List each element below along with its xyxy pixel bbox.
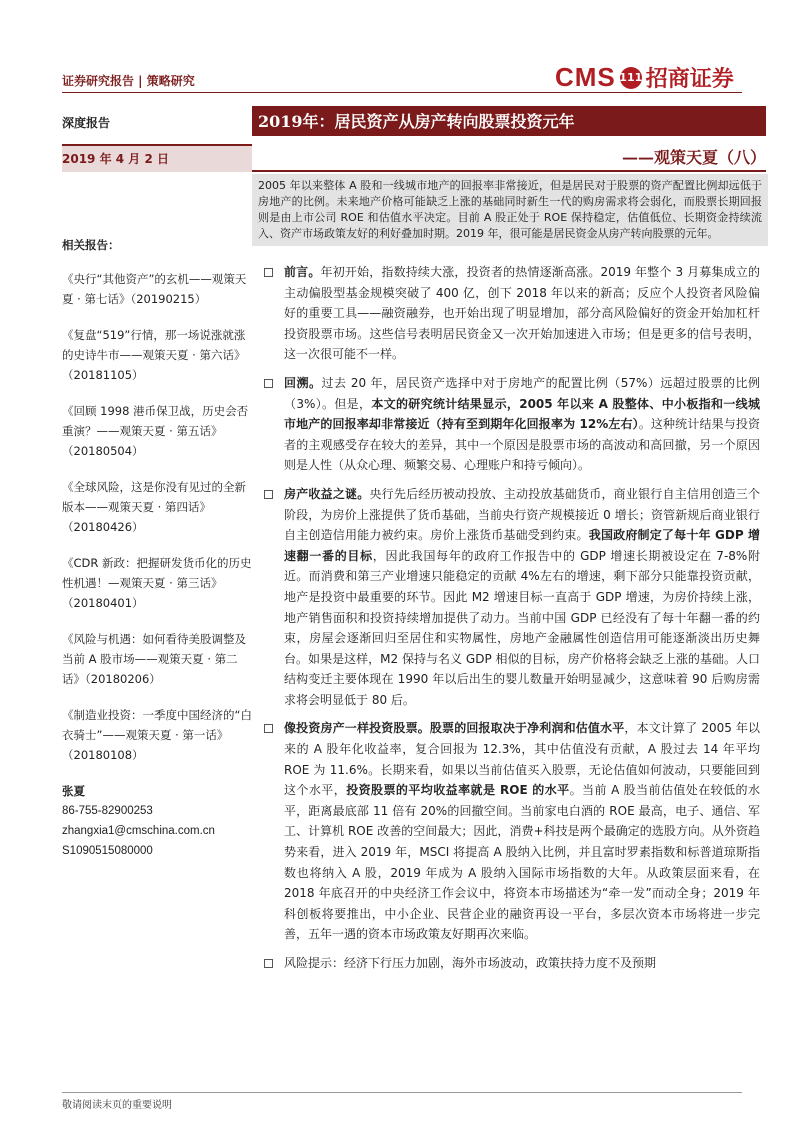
square-bullet-icon xyxy=(264,379,273,388)
square-bullet-icon xyxy=(264,268,273,277)
para-text-1: 风险提示：经济下行压力加剧，海外市场波动，政策扶持力度不及预期 xyxy=(284,956,657,970)
body-paragraph xyxy=(262,262,760,365)
para-bold-1: 房产收益之谜。 xyxy=(284,486,370,501)
brand-logo xyxy=(555,62,734,93)
para-bold-1: 前言。 xyxy=(284,265,321,279)
sidebar xyxy=(62,235,252,861)
report-title: 2019年：居民资产从房产转向股票投资元年 xyxy=(258,112,575,131)
related-report-item[interactable]: 《全球风险，这是你没有见过的全新版本——观策天夏 · 第四话》（20180426） xyxy=(62,480,246,534)
author-phone: 86-755-82900253 xyxy=(62,805,153,817)
para-text-2: 。这种统计结果与投资者的主观感受存在较大的差异，其中一个原因是股票市场的高波动和高回撤，另一个原因则是人性（从众心理、频繁交易、心理账户和持亏倾向）。 xyxy=(284,417,760,473)
author-license: S1090515080000 xyxy=(62,845,153,857)
logo-cn-text: 招商证券 xyxy=(645,67,734,92)
header-rule xyxy=(62,92,742,93)
related-report-item[interactable]: 《风险与机遇：如何看待美股调整及当前 A 股市场——观策天夏 · 第二话》（20180206） xyxy=(62,632,246,686)
main-body xyxy=(262,262,760,982)
body-paragraph xyxy=(262,373,760,476)
author-block xyxy=(62,781,252,861)
para-text-1: 过去 20 年，居民资产选择中对于房地产的配置比例（57%）远超过股票的比例（3%）。但是， xyxy=(284,375,760,411)
para-text-1: ，本文计算了 2005 年以来的 A 股年化收益率，复合回报为 12.3%，其中估值没有贡献，A 股过去 14 年平均 ROE 为 11.6%。长期来看，如果以当前估值买入股票，无论估值如何波动，只要能回到这个水平， xyxy=(284,721,760,798)
related-heading: 相关报告： xyxy=(62,238,120,252)
report-date: 2019 年 4 月 2 日 xyxy=(62,152,169,166)
para-text-1: 央行先后经历被动投放、主动投放基础货币，商业银行自主信用创造三个阶段，为房价上涨提供了货币基础，当前央行资产规模接近 0 增长；资管新规后商业银行自主创造信用能力被约束。房价上涨货币基础受到约束。 xyxy=(284,486,760,543)
related-report-item[interactable]: 《央行“其他资产”的玄机——观策天夏 · 第七话》（20190215） xyxy=(62,272,247,306)
report-type: 深度报告 xyxy=(62,116,111,130)
para-text-2: 。当前 A 股当前估值处在较低的水平，距离最底部 11 倍有 20%的回撤空间。当前家电白酒的 ROE 最高，电子、通信、军工、计算机 ROE 改善的空间最大；因此，消费+科技是两个最确定的选股方向。从外资趋势来看，进入 2019 年，MSCI 将提高 A 股纳入比例，并且富时罗素指数和标普道琼斯指数也将纳入 A 股，2019 年成为 A 股纳入国际市场指数的大年。从政策层面来看，在 2018 年底召开的中央经济工作会议中，将资本市场描述为“牵一发”而动全身；2019 年科创板将要推出，中小企业、民营企业的融资再设一平台，多层次资本市场将进一步完善，五年一遇的资本市场政策友好期再次来临。 xyxy=(284,783,760,942)
header-section-label: 证券研究报告 | 策略研究 xyxy=(62,74,195,88)
subtitle-rule xyxy=(252,170,766,172)
square-bullet-icon xyxy=(264,959,273,968)
related-report-item[interactable]: 《复盘“519”行情，那一场说涨就涨的史诗牛市——观策天夏 · 第六话》（20181105） xyxy=(62,328,246,382)
para-bold-1: 像投资房产一样投资股票。股票的回报取决于净利润和估值水平 xyxy=(284,721,625,736)
para-bold-2: 本文的研究统计结果显示，2005 年以来 A 股整体、中小板指和一线城市地产的回报率却非常接近（持有至到期年化回报率为 12%左右） xyxy=(284,396,760,432)
footer-rule xyxy=(62,1092,742,1093)
risk-paragraph xyxy=(262,953,760,974)
related-report-item[interactable]: 《回顾 1998 港币保卫战，历史会否重演？——观策天夏 · 第五话》（20180504） xyxy=(62,404,249,458)
body-paragraph xyxy=(262,484,760,711)
footer-note: 敬请阅读末页的重要说明 xyxy=(62,1100,172,1111)
para-bold-2: 投资股票的平均收益率就是 ROE 的水平 xyxy=(346,783,570,798)
square-bullet-icon xyxy=(264,490,273,499)
logo-cms-text: CMS xyxy=(555,62,616,92)
para-bold-2: 我国政府制定了每十年 GDP 增速翻一番的目标 xyxy=(284,528,760,563)
related-report-item[interactable]: 《CDR 新政：把握研发货币化的历史性机遇！—观策天夏 · 第三话》（20180401） xyxy=(62,556,252,610)
logo-badge-icon: 111 xyxy=(620,67,642,89)
abstract: 2005 年以来整体 A 股和一线城市地产的回报率非常接近，但是居民对于股票的资产配置比例却远低于房地产的比例。未来地产价格可能缺乏上涨的基础同时新生一代的购房需求将会弱化，而股票长期回报则是由上市公司 ROE 和估值水平决定。目前 A 股正处于 ROE 保持稳定，估值低位、长期资金持续流入、资产市场政策友好的利好叠加时期。2019 年，很可能是居民资金从房产转向股票的元年。 xyxy=(252,174,768,246)
author-name: 张夏 xyxy=(62,784,85,798)
para-bold-1: 回溯。 xyxy=(284,375,322,390)
body-paragraph xyxy=(262,718,760,945)
report-subtitle: ——观策天夏（八） xyxy=(621,148,766,167)
para-text-1: 年初开始，指数持续大涨，投资者的热情逐渐高涨。2019 年整个 3 月募集成立的主动偏股型基金规模突破了 400 亿，创下 2018 年以来的新高；反应个人投资者风险偏好的重要工具——融资融券，也开始出现了明显增加，部分高风险偏好的资金开始加杠杆投资股票市场。这些信号表明居民资金又一次开始加速进入市场；但是更多的信号表明，这一次很可能不一样。 xyxy=(284,265,760,362)
author-email[interactable]: zhangxia1@cmschina.com.cn xyxy=(62,825,215,837)
related-report-item[interactable]: 《制造业投资：一季度中国经济的“白衣骑士”——观策天夏 · 第一话》（20180108） xyxy=(62,708,252,762)
para-text-2: ，因此我国每年的政府工作报告中的 GDP 增速长期被设定在 7-8%附近。而消费和第三产业增速只能稳定的贡献 4%左右的增速，剩下部分只能靠投资贡献，地产是投资中最重要的环节。因此 M2 增速目标一直高于 GDP 增速，为房价持续上涨，地产销售面积和投资持续增加提供了动力。当前中国 GDP 已经没有了每十年翻一番的约束，房屋会逐渐回归至居住和实物属性，房地产金融属性创造信用可能逐渐淡出历史舞台。如果是这样，M2 保持与名义 GDP 相似的目标，房产价格将会缺乏上涨的基础。人口结构变迁主要体现在 1990 年以后出生的婴儿数量开始明显减少，这意味着 90 后购房需求将会明显低于 80 后。 xyxy=(284,548,760,707)
square-bullet-icon xyxy=(264,724,273,733)
